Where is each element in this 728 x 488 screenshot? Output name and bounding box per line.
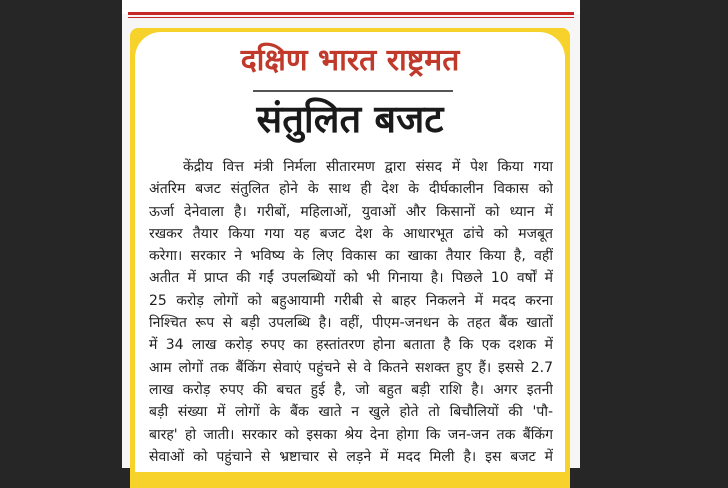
masthead: दक्षिण भारत राष्ट्रमत: [240, 43, 460, 78]
article-line: बड़ी संख्या में लोगों के बैंक खाते न खुले होते तो बिचौलियों की 'पौ-: [149, 404, 553, 421]
article-line: रखकर तैयार किया गया यह बजट देश के आधारभूत ढांचे को मजबूत: [149, 225, 553, 242]
article-line: बारह' हो जाती। सरकार को इसका श्रेय देना होगा कि जन-जन तक बैंकिंग: [149, 426, 553, 443]
article-line: में 34 लाख करोड़ रुपए का हस्तांतरण होना बताता है कि एक दशक में: [149, 337, 553, 354]
newspaper-page: [122, 0, 580, 468]
article-line: आम लोगों तक बैंकिंग सेवाएं पहुंचने से वे कितने सशक्त हुए हैं। इससे 2.7: [149, 359, 553, 376]
editorial-card: [135, 32, 565, 472]
headline: संतुलित बजट: [256, 97, 444, 141]
article-line: अंतरिम बजट संतुलित होने के साथ ही देश के दीर्घकालीन विकास को: [149, 181, 553, 198]
article-line: केंद्रीय वित्त मंत्री निर्मला सीतारमण द्वारा संसद में पेश किया गया: [183, 159, 553, 175]
article-line: सेवाओं को पहुंचाने से भ्रष्टाचार से लड़ने में मदद मिली है। इस बजट में: [149, 448, 553, 465]
article-line: लाख करोड़ रुपए की बचत हुई है, जो बहुत बड़ी राशि है। अगर इतनी: [149, 381, 553, 398]
article-body: [149, 156, 553, 468]
masthead-underline: [253, 90, 453, 92]
article-line: 25 करोड़ लोगों को बहुआयामी गरीबी से बाहर निकलने में मदद करना: [149, 292, 553, 309]
article-line: निश्चित रूप से बड़ी उपलब्धि है। वहीं, पीएम-जनधन के तहत बैंक खातों: [149, 315, 553, 332]
article-line: ऊर्जा देनेवाला है। गरीबों, महिलाओं, युवाओं और किसानों को ध्यान में: [149, 203, 553, 220]
article-line: करेगा। सरकार ने भविष्य के लिए विकास का खाका तैयार किया है, वहीं: [149, 248, 553, 265]
top-divider-thin: [128, 17, 574, 18]
top-divider: [128, 12, 574, 15]
article-line: अतीत में प्राप्त की गईं उपलब्धियों को भी गिनाया है। पिछले 10 वर्षों में: [149, 270, 553, 287]
